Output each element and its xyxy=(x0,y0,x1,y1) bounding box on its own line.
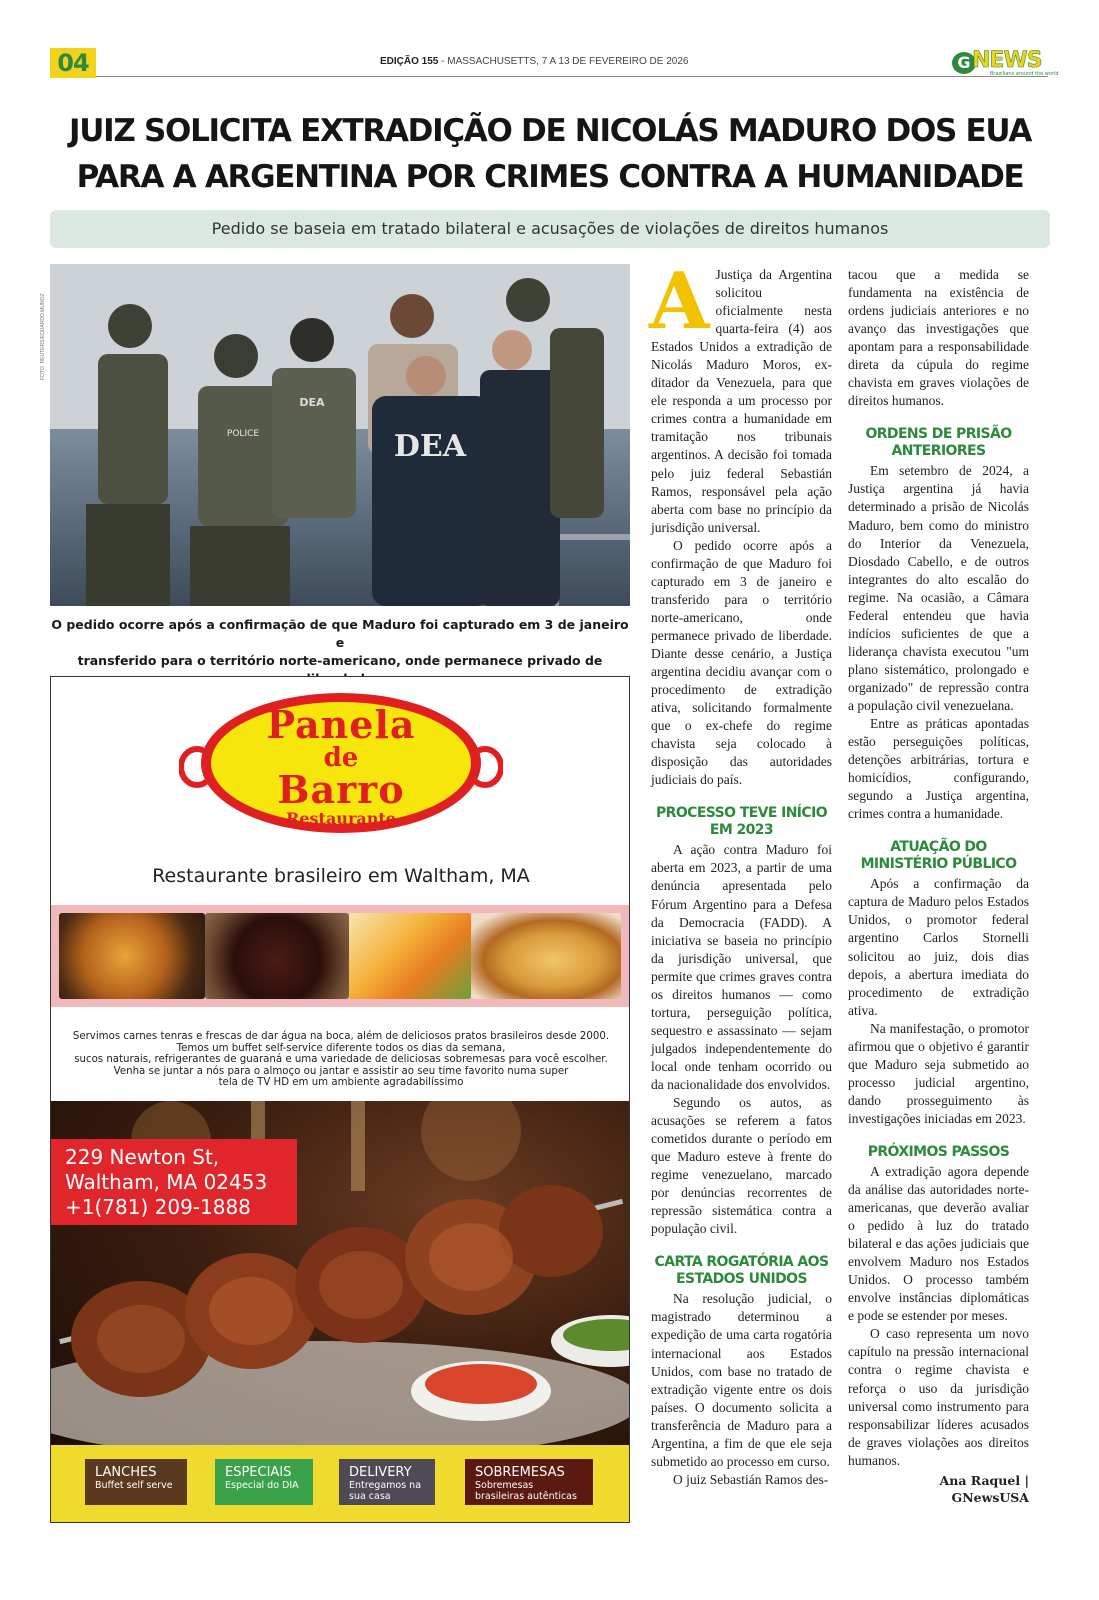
headline-line-1: JUIZ SOLICITA EXTRADIÇÃO DE NICOLÁS MADURO DOS EUA xyxy=(68,113,1032,149)
edition-line xyxy=(380,56,688,67)
address-street: 229 Newton St, xyxy=(65,1145,220,1169)
caption-line-1: O pedido ocorre após a confirmação de que Maduro foi capturado em 3 de janeiro e xyxy=(51,617,629,650)
edition-date: - MASSACHUSETTS, 7 A 13 DE FEVEREIRO DE 2026 xyxy=(438,56,689,67)
dea-vest-label: DEA xyxy=(299,396,325,409)
ad-desc-line-2: Temos um buffet self-service diferente todos os dias da semana, xyxy=(176,1042,506,1054)
police-label: POLICE xyxy=(226,429,260,439)
photo-credit: FOTO: REUTERS/EDUARDO MUNOZ xyxy=(40,293,46,380)
photo-illustration xyxy=(50,264,630,606)
col2-paragraph-3: Entre as práticas apontadas estão perseguições políticas, detenções arbitrárias, tortura e homicídios, configurando, segundo a Justiça argentina, crimes contra a humanidade. xyxy=(848,716,1029,822)
restaurant-name xyxy=(179,689,503,829)
ad-desc-line-1: Servimos carnes tenras e frescas de dar água na boca, além de deliciosos pratos brasileiros desde 2000. xyxy=(72,1031,610,1042)
section-heading-processo: PROCESSO TEVE INÍCIO EM 2023 xyxy=(656,805,827,839)
service-sobremesas-title: SOBREMESAS xyxy=(475,1465,565,1480)
section-heading-carta: CARTA ROGATÓRIA AOS ESTADOS UNIDOS xyxy=(654,1254,829,1288)
restaurant-phone: +1(781) 209-1888 xyxy=(65,1195,251,1219)
food-photo-juice xyxy=(349,913,471,999)
col2-paragraph-1: tacou que a medida se fundamenta na existência de ordens judiciais anteriores e no avanço das investigações que apontam para a responsabilidade direta da cúpula do regime chavista em graves violações de direitos humanos. xyxy=(848,267,1029,409)
headline-line-2: PARA A ARGENTINA POR CRIMES CONTRA A HUMANIDADE xyxy=(76,159,1024,195)
col2-paragraph-7: O caso representa um novo capítulo na pressão internacional contra o regime chavista e reforça o uso da jurisdição universal como instrumento para responsabilizar líderes acusados de graves violações aos direitos humanos. xyxy=(848,1326,1029,1468)
logo-de: de xyxy=(323,743,359,773)
section-heading-ordens: ORDENS DE PRISÃO ANTERIORES xyxy=(865,426,1012,460)
col1-paragraph-2: O pedido ocorre após a confirmação de que Maduro foi capturado em 3 de janeiro e transferido para o território norte-americano, onde permanece privado de liberdade. Diante desse cenário, a Justiça argentina decidiu avançar com o procedimento de extradição ativa, solicitando formalmente que o ex-chefe do regime chavista seja colocado à disposição das autoridades judiciais do país. xyxy=(651,537,832,788)
service-lanches-title: LANCHES xyxy=(95,1465,157,1480)
gnews-logo xyxy=(952,48,1059,78)
service-sobremesas xyxy=(465,1459,593,1505)
service-lanches-sub: Buffet self serve xyxy=(95,1480,173,1491)
address-city: Waltham, MA 02453 xyxy=(65,1170,268,1194)
article-photo xyxy=(50,264,630,606)
byline xyxy=(848,1472,1029,1506)
ad-desc-line-5: tela de TV HD em um ambiente agradabilíssimo xyxy=(218,1077,464,1088)
restaurant-address xyxy=(51,1139,297,1225)
food-photo-stew xyxy=(59,913,205,999)
col2-paragraph-6: A extradição agora depende da análise das autoridades norte-americanas, que deverão avaliar o pedido à luz do tratado bilateral e das ações judiciais que envolvem Maduro nos Estados Unidos. O processo também envolve instâncias diplomáticas e pode se estender por meses. xyxy=(848,1163,1029,1324)
service-sobremesas-sub: Sobremesas brasileiras autênticas xyxy=(475,1480,577,1502)
col1-paragraph-4: Segundo os autos, as acusações se referem a fatos cometidos durante o período em que Maduro esteve à frente do regime venezuelano, marcado por denúncias recorrentes de repressão sistemática contra a população civil. xyxy=(651,1095,832,1237)
logo-restaurante: Restaurante xyxy=(286,809,396,828)
food-strip xyxy=(51,905,630,1007)
col1-paragraph-1 xyxy=(649,256,832,537)
col1-p1-text: Justiça da Argentina solicitou oficialmente nesta quarta-feira (4) aos Estados Unidos a extradição de Nicolás Maduro Moros, ex-ditador da Venezuela, para que ele responda a um processo por crimes contra a humanidade em tramitação nos tribunais argentinos. A decisão foi tomada pelo juiz federal Sebastián Ramos, responsável pela ação aberta com base no princípio da jurisdição universal. xyxy=(651,267,832,535)
service-delivery-title: DELIVERY xyxy=(349,1465,412,1480)
section-heading-ministerio: ATUAÇÃO DO MINISTÉRIO PÚBLICO xyxy=(860,839,1017,873)
ad-subtitle: Restaurante brasileiro em Waltham, MA xyxy=(152,865,530,887)
col1-paragraph-3: A ação contra Maduro foi aberta em 2023, a partir de uma denúncia apresentada pelo Fórum Argentino para a Defesa da Democracia (FADD). A iniciativa se baseia no princípio da jurisdição universal, que permite que crimes graves contra os direitos humanos — como tortura, perseguição política, sequestro e assassinato — sejam julgados independentemente do local onde tenham ocorrido ou da nacionalidade dos envolvidos. xyxy=(651,842,832,1092)
food-photo-flan xyxy=(471,913,621,999)
col2-paragraph-2: Em setembro de 2024, a Justiça argentina já havia determinado a prisão de Nicolás Maduro, bem como do ministro do Interior da Venezuela, Diosdado Cabello, e de outros integrantes do alto escalão do regime. Na ocasião, a Câmara Federal entendeu que havia indícios suficientes de que a liderança chavista executou "um plano sistemático, prolongado e organizado" de repressão contra a população civil venezuelana. xyxy=(848,463,1029,713)
headline xyxy=(40,108,1060,200)
edition-label: EDIÇÃO 155 xyxy=(380,56,439,67)
col2-paragraph-5: Na manifestação, o promotor afirmou que o objetivo é garantir que Maduro seja submetido ao processo judicial argentino, dando prosseguimento às investigações iniciadas em 2023. xyxy=(848,1020,1029,1126)
logo-letter: G xyxy=(952,52,976,74)
ad-desc-line-3: sucos naturais, refrigerantes de guaraná e uma variedade de deliciosas sobremesas para você escolher. xyxy=(74,1054,608,1065)
logo-barro: Barro xyxy=(277,767,405,812)
article-column-1 xyxy=(649,256,832,1489)
logo-panela: Panela xyxy=(266,702,416,747)
logo-tagline: Brazilians around the world xyxy=(990,71,1059,77)
article-column-2 xyxy=(848,266,1029,1506)
page-number: 04 xyxy=(50,48,96,78)
dea-jacket-label: DEA xyxy=(393,429,467,464)
restaurant-logo xyxy=(179,689,503,837)
service-lanches xyxy=(85,1459,187,1505)
col1-paragraph-5: Na resolução judicial, o magistrado determinou a expedição de uma carta rogatória internacional aos Estados Unidos, com base no tratado de extradição vigente entre os dois países. O documento solicita a transferência de Maduro para a Argentina, a fim de que ele seja submetido ao processo em curso. xyxy=(651,1291,832,1469)
ad-services-bar xyxy=(51,1445,630,1523)
service-especiais-title: ESPECIAIS xyxy=(225,1465,292,1480)
food-photo-feijoada xyxy=(205,913,349,999)
caption-line-2: transferido para o território norte-americano, onde permanece privado de xyxy=(77,653,603,668)
subtitle: Pedido se baseia em tratado bilateral e acusações de violações de direitos humanos xyxy=(211,219,889,238)
restaurant-ad xyxy=(50,676,630,1523)
author-name: Ana Raquel | xyxy=(939,1472,1029,1488)
service-delivery xyxy=(339,1459,435,1505)
service-especiais-sub: Especial do DIA xyxy=(225,1480,299,1491)
outlet-name: GNewsUSA xyxy=(951,1489,1029,1505)
ad-desc-line-4: Venha se juntar a nós para o almoço ou jantar e assistir ao seu time favorito numa super xyxy=(113,1065,569,1077)
drop-cap: A xyxy=(649,256,710,347)
service-delivery-sub: Entregamos na sua casa xyxy=(349,1480,422,1502)
col2-paragraph-4: Após a confirmação da captura de Maduro pelos Estados Unidos, o promotor federal argentino Carlos Stornelli solicitou ao juiz, dois dias depois, a abertura imediata do procedimento de extradição ativa. xyxy=(848,876,1029,1018)
subtitle-bar xyxy=(50,210,1050,248)
ad-description xyxy=(51,1031,630,1089)
section-heading-proximos: PRÓXIMOS PASSOS xyxy=(867,1143,1010,1160)
logo-word: NEWS xyxy=(972,48,1042,73)
service-especiais xyxy=(215,1459,313,1505)
col1-paragraph-6: O juiz Sebastián Ramos des- xyxy=(673,1471,829,1487)
header-rule xyxy=(96,76,1048,77)
